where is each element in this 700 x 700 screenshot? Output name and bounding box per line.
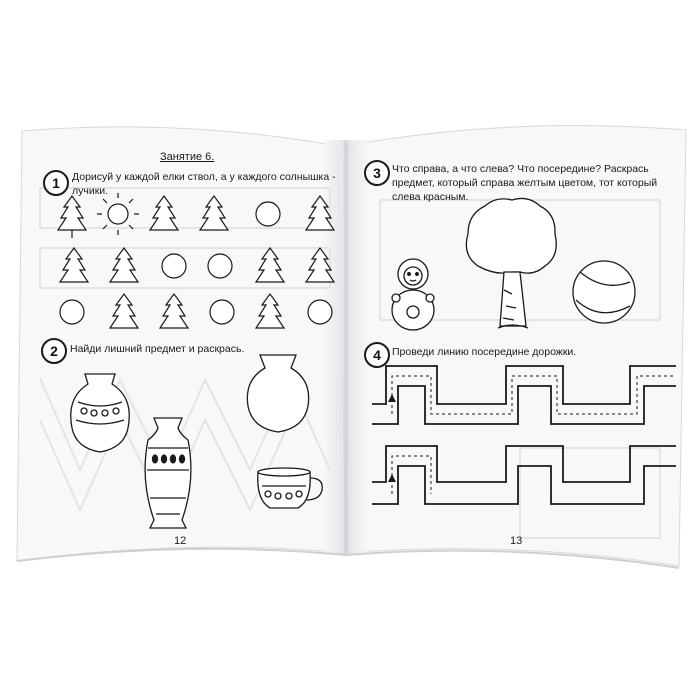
task1-instruction-line1: Дорисуй у каждой елки ствол, а у каждого солнышка -	[72, 171, 336, 183]
ball-icon	[573, 261, 635, 323]
circle-icon	[210, 300, 234, 324]
circle-icon	[60, 300, 84, 324]
task2-instruction: Найди лишний предмет и раскрась.	[70, 343, 245, 355]
circle-icon	[256, 202, 280, 226]
task3-instruction-line3: слева красным.	[392, 191, 469, 203]
circle-icon	[162, 254, 186, 278]
task3-instruction-line2: предмет, который справа желтым цветом, тот который	[392, 177, 658, 189]
circle-icon	[308, 300, 332, 324]
task4-instruction: Проведи линию посередине дорожки.	[392, 346, 577, 358]
roly-poly-doll-icon	[392, 259, 434, 330]
task3-instruction-line1: Что справа, а что слева? Что посередине? Раскрась	[392, 163, 649, 175]
task1-instruction-line2: лучики.	[72, 185, 109, 197]
page-number-left: 12	[174, 535, 187, 547]
task3-number-badge: 3	[364, 160, 390, 186]
task4-number-badge: 4	[364, 342, 390, 368]
circle-icon	[208, 254, 232, 278]
page-number-right: 13	[510, 535, 523, 547]
task1-number-badge: 1	[43, 170, 69, 196]
lesson-title: Занятие 6.	[160, 151, 215, 163]
task2-number-badge: 2	[41, 338, 67, 364]
spine-shadow	[325, 140, 367, 555]
